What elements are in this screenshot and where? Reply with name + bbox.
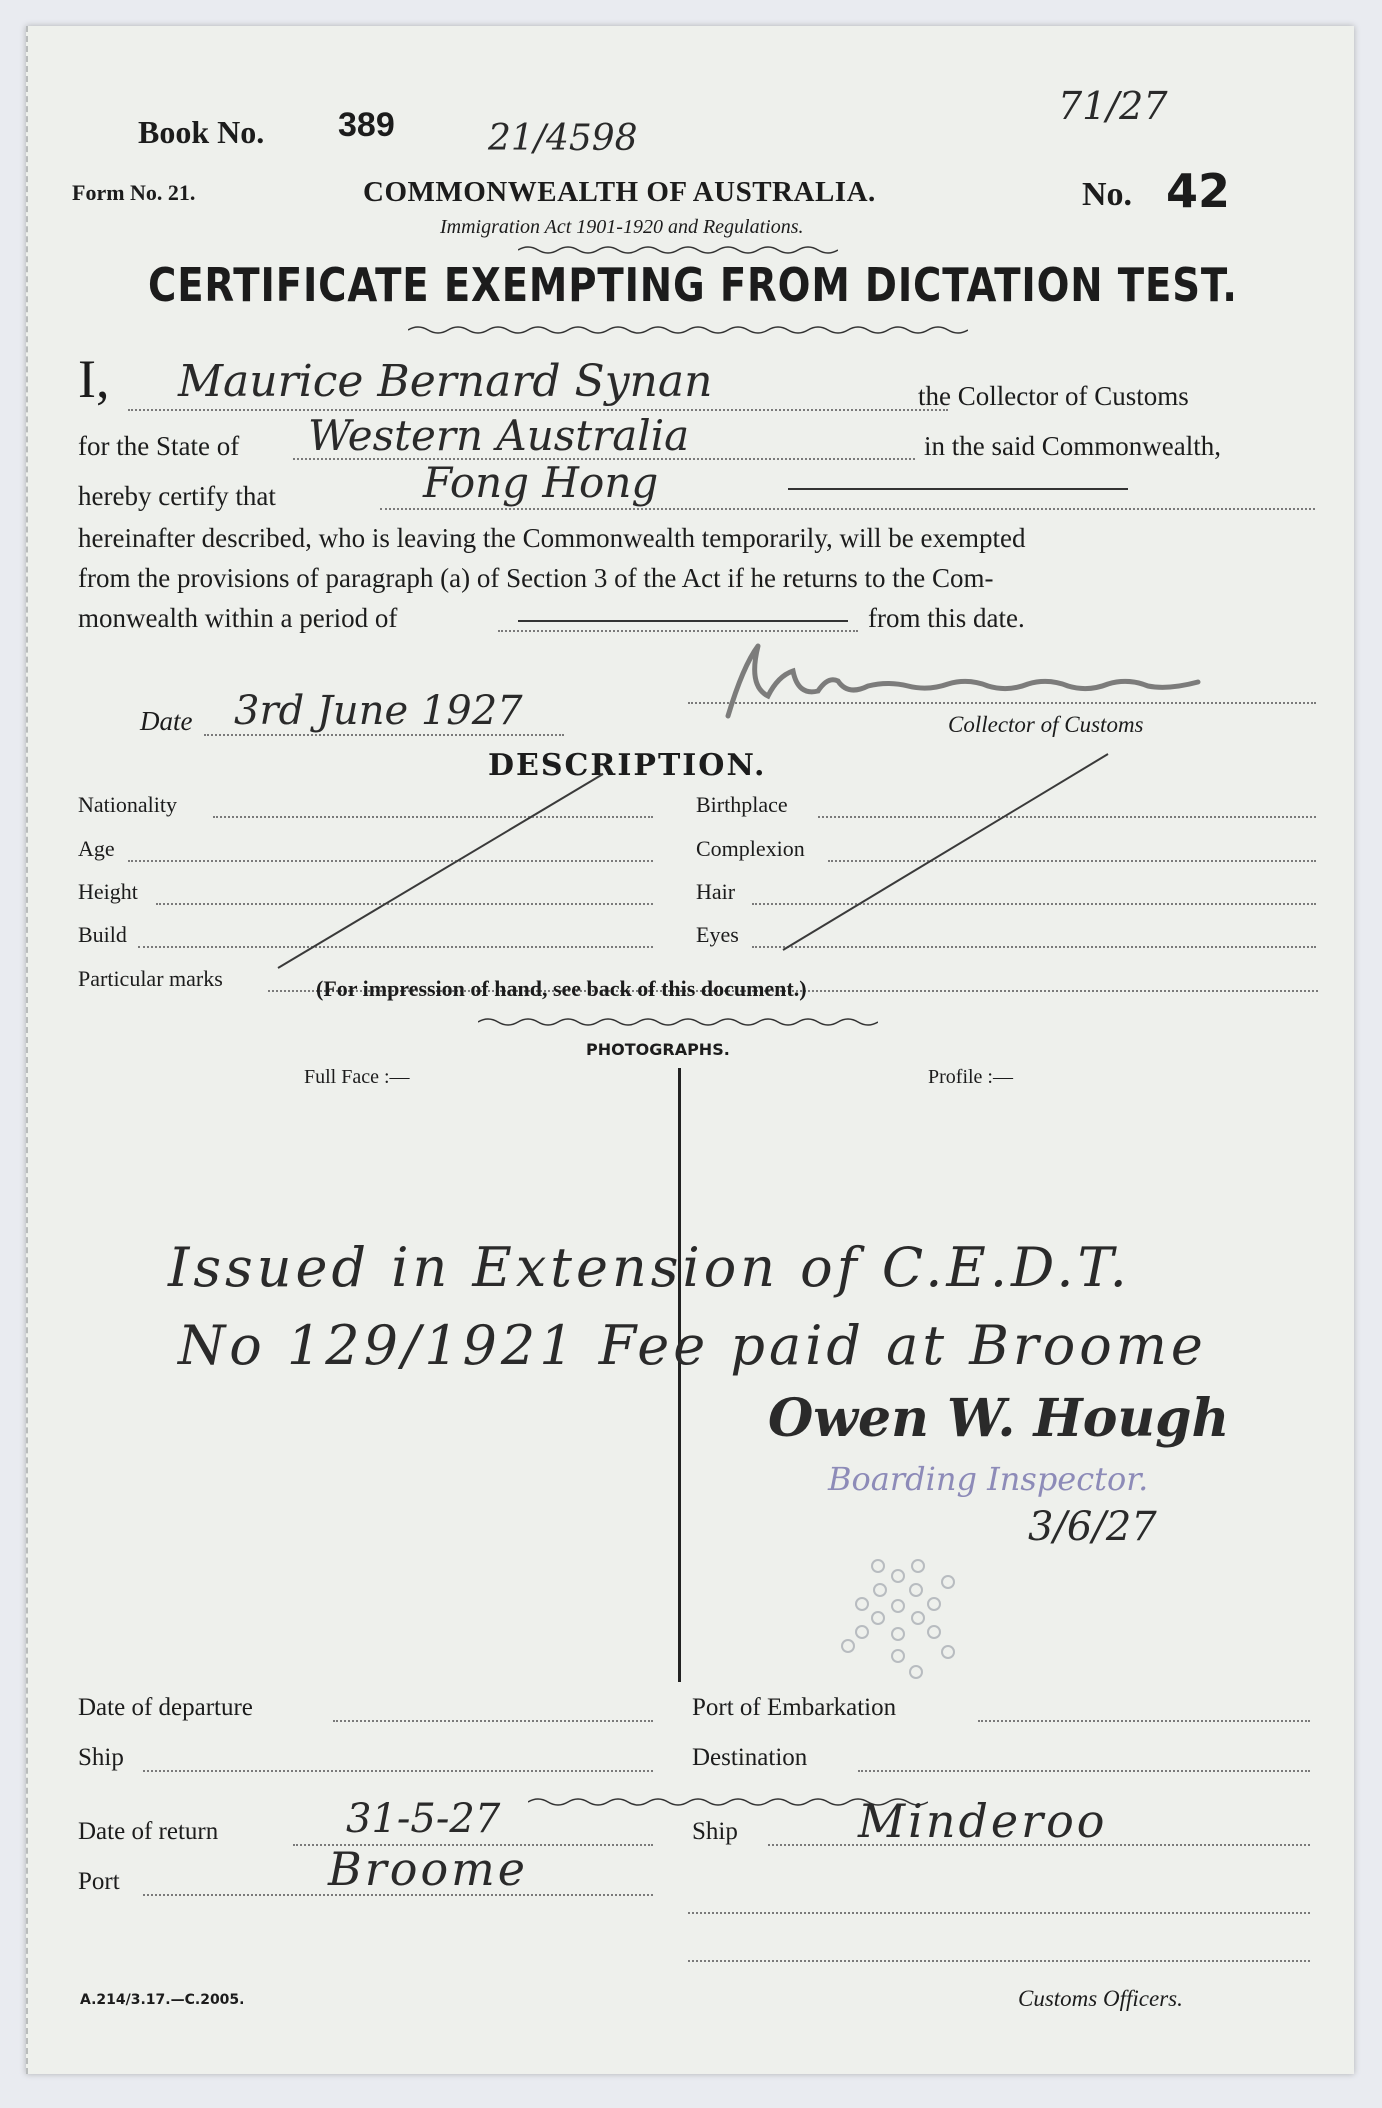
ship-label: Ship [78,1744,124,1771]
book-label: Book No. [138,114,265,150]
field-hair: Hair [696,879,736,904]
officer-signature: Owen W. Hough [768,1388,1230,1449]
state-name: Western Australia [308,411,690,460]
body-line-6-head: monwealth within a period of [78,603,398,633]
field-age: Age [78,836,115,861]
officer-line-2 [688,1960,1310,1962]
body-line-4: hereinafter described, who is leaving the Commonwealth temporarily, will be exempted [78,523,1026,553]
ship-line [143,1770,653,1772]
extension-note-line-1: Issued in Extension of C.E.D.T. [168,1236,1131,1299]
certificate-document [26,26,1354,2074]
officer-line-1 [688,1912,1310,1914]
handwritten-reference: 21/4598 [488,118,638,159]
port-of-embarkation-line [978,1720,1310,1722]
field-nationality: Nationality [78,792,177,817]
collector-caption: Collector of Customs [948,712,1144,737]
photographs-heading: PHOTOGRAPHS. [586,1040,730,1059]
profile-label: Profile :— [928,1066,1013,1088]
port-of-embarkation-label: Port of Embarkation [692,1694,897,1721]
destination-line [858,1770,1310,1772]
hand-impression-note: (For impression of hand, see back of this document.) [316,976,807,1001]
signature-date: 3/6/27 [1028,1504,1157,1550]
collector-name: Maurice Bernard Synan [178,356,713,407]
body-line-6-tail: from this date. [868,603,1025,633]
field-birthplace: Birthplace [696,792,788,817]
line3-head: hereby certify that [78,481,276,511]
certificate-title: CERTIFICATE EXEMPTING FROM DICTATION TEST. [148,258,1238,312]
certificate-number-label: No. [1082,176,1133,213]
date-value: 3rd June 1927 [234,688,523,734]
line2-tail: in the said Commonwealth, [924,431,1221,461]
boarding-inspector-stamp: Boarding Inspector. [828,1460,1149,1498]
ship-return-value: Minderoo [858,1794,1108,1848]
act-subheading: Immigration Act 1901-1920 and Regulations. [440,216,804,238]
extension-note-line-2: No 129/1921 Fee paid at Broome [178,1314,1207,1377]
body-line-5: from the provisions of paragraph (a) of Section 3 of the Act if he returns to the Com- [78,563,994,593]
date-of-departure-label: Date of departure [78,1694,253,1721]
i-label: I, [78,349,110,409]
date-label: Date [140,706,193,736]
field-height: Height [78,879,138,904]
full-face-label: Full Face :— [304,1066,410,1088]
ship-return-label: Ship [692,1818,738,1845]
field-eyes: Eyes [696,922,739,947]
person-name: Fong Hong [423,458,659,507]
customs-officers-caption: Customs Officers. [1018,1986,1183,2011]
form-number: Form No. 21. [72,180,196,205]
commonwealth-heading: COMMONWEALTH OF AUSTRALIA. [363,176,876,208]
line2-head: for the State of [78,431,240,461]
print-code: A.214/3.17.—C.2005. [80,1992,245,2008]
wavy-rule [478,1016,878,1028]
field-particular-marks: Particular marks [78,966,223,991]
date-of-departure-line [333,1720,653,1722]
date-of-return-value: 31-5-27 [346,1796,501,1842]
embossed-seal [798,1506,998,1706]
book-number: 389 [338,106,395,144]
certificate-number: 42 [1166,164,1231,218]
line1-tail: the Collector of Customs [918,381,1189,411]
destination-label: Destination [692,1744,808,1771]
field-build: Build [78,922,127,947]
port-value: Broome [328,1842,529,1896]
description-heading: DESCRIPTION. [488,748,767,783]
port-label: Port [78,1868,120,1895]
field-complexion: Complexion [696,836,805,861]
handwritten-reference-top-right: 71/27 [1058,84,1168,128]
date-of-return-label: Date of return [78,1818,219,1845]
description-strikethrough [28,26,1354,1026]
